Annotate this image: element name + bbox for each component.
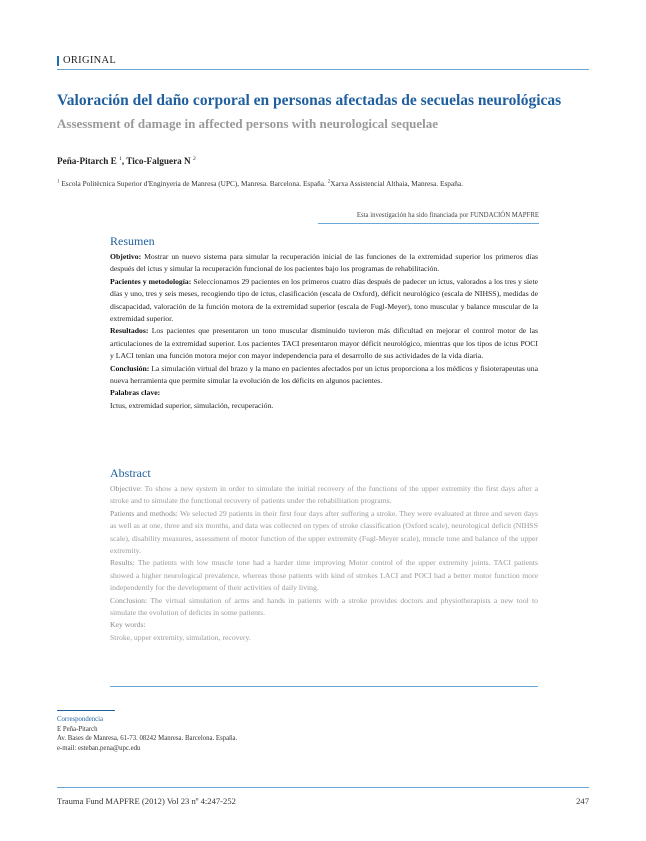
correspondence-title: Correspondencia [57, 716, 104, 723]
correspondence-block [57, 715, 237, 753]
affiliation-text: Xarxa Assistencial Althaia, Manresa. España. [330, 179, 463, 188]
footer-divider [57, 787, 589, 788]
paragraph-text: To show a new system in order to simulate the initial recovery of the functions of the upper extremity the first days after a stroke and to simulate the functional recovery of patients under the rehabilitation programs. [110, 484, 538, 506]
abstract-keywords-label [110, 619, 538, 631]
paragraph-label: Pacientes y metodología: [110, 276, 192, 286]
abstract-paragraph [110, 483, 538, 508]
resumen-paragraph [110, 325, 538, 362]
author-separator: , [121, 156, 127, 167]
author-affiliation-mark: 2 [192, 156, 196, 162]
author-affiliation-mark: 1 [119, 156, 122, 162]
paragraph-label: Palabras clave: [110, 388, 161, 398]
paragraph-text: We selected 29 patients in their first four days after suffering a stroke. They were evaluated at three and seven days as well as at one, three and six months, and data was collected on types of stroke classification (Oxford scale), neurological deficit (NIHSS scale), disability measures, assessment of motor function of the upper extremity (Fugl-Meyer scale), muscle tone and balance of the upper extremity. [110, 508, 538, 556]
section-tag-label: ORIGINAL [63, 55, 117, 66]
affiliation-mark: 2 [327, 179, 331, 185]
paragraph-text: The patients with low muscle tone had a harder time improving Motor control of the upper extremity joints. TACI patients showed a higher neurological prevalence, whereas those patients with kind of strokes LACI and POCI had a better motor function more independently for the development of their activities of daily living. [110, 558, 538, 593]
paragraph-label: Objective: [110, 484, 143, 493]
paragraph-label: Results: [110, 558, 135, 568]
paragraph-label: Conclusion: [110, 595, 148, 605]
journal-citation: Trauma Fund MAPFRE (2012) Vol 23 nº 4:247-252 [57, 796, 236, 806]
abstract-paragraph [110, 595, 538, 620]
funding-divider [318, 223, 539, 224]
abstract-section [110, 466, 538, 644]
top-divider [57, 69, 589, 70]
abstract-keywords [110, 632, 538, 644]
correspondence-divider [57, 710, 115, 711]
affiliations [57, 179, 597, 188]
paragraph-label: Conclusión: [110, 363, 150, 373]
author-name: Peña-Pitarch E [57, 156, 117, 167]
article-title-english: Assessment of damage in affected persons with neurological sequelae [57, 116, 439, 131]
section-tag-bar [57, 56, 59, 66]
article-title-spanish: Valoración del daño corporal en personas afectadas de secuelas neurológicas [57, 92, 562, 109]
correspondence-address: Av. Bases de Manresa, 61-73. 08242 Manresa. Barcelona. España. [57, 735, 238, 743]
author-list [57, 156, 196, 166]
paragraph-text: The virtual simulation of arms and hands in patients with a stroke provides doctors and physiotherapists a new tool to simulate the evolution of deficits in some patients. [110, 595, 538, 618]
author-name: Tico-Falguera N [126, 156, 191, 167]
paragraph-label: Resultados: [110, 326, 149, 336]
abstract-paragraph [110, 557, 538, 594]
resumen-keywords [110, 400, 538, 412]
resumen-paragraph [110, 276, 538, 326]
abstract-paragraph [110, 508, 538, 558]
affiliation-mark: 1 [57, 179, 60, 185]
resumen-keywords-label [110, 387, 538, 399]
funding-note: Esta investigación ha sido financiada por FUNDACIÓN MAPFRE [356, 212, 539, 219]
page-number: 247 [576, 796, 589, 806]
resumen-paragraph [110, 251, 538, 276]
paragraph-label: Patients and methods: [110, 508, 178, 518]
paragraph-label: Objetivo: [110, 252, 142, 261]
paragraph-text: La simulación virtual del brazo y la mano en pacientes afectados por un ictus proporciona a los médicos y fisioterapeutas una nueva herramienta que permite simular la evolución de los déficits en algunos pacientes. [110, 363, 538, 386]
paragraph-text: Ictus, extremidad superior, simulación, recuperación. [110, 400, 274, 410]
paragraph-text: Mostrar un nuevo sistema para simular la recuperación inicial de las funciones de la extremidad superior los primeros días después del ictus y simular la recuperación funcional de los pacientes bajo los programas de rehabilitación. [110, 252, 539, 274]
resumen-paragraph [110, 363, 538, 388]
section-tag [57, 55, 116, 66]
paragraph-text: Seleccionamos 29 pacientes en los primeros cuatro días después de padecer un ictus, valorados a los tres y siete días y uno, tres y seis meses, recogiendo tipo de ictus, clasificación (escala de Oxford), déficit neurológico (escala de NIHSS), medidas de discapacidad, valoración de la función motora de la extremidad superior (escala de Fugl-Meyer), tono muscular y balance muscular de la extremidad superior. [110, 276, 538, 324]
correspondence-name: E Peña-Pitarch [57, 725, 98, 733]
abstract-heading: Abstract [110, 466, 151, 480]
abstract-divider [110, 686, 538, 687]
paragraph-text: Stroke, upper extremity, simulation, recovery. [110, 632, 251, 642]
paragraph-label: Key words: [110, 620, 146, 630]
correspondence-email: e-mail: esteban.pena@upc.edu [57, 744, 141, 752]
paragraph-text: Los pacientes que presentaron un tono muscular disminuido tuvieron más dificultad en mejorar el control motor de las articulaciones de la extremidad superior. Los pacientes TACI presentaron mayor déficit neurológico, mientras que los tipos de ictus POCI y LACI tenían una función motora mejor con mayor independencia para el desarrollo de sus actividades de la vida diaria. [110, 326, 538, 361]
resumen-section [110, 234, 538, 412]
affiliation-text: Escola Politècnica Superior d'Enginyeria de Manresa (UPC), Manresa. Barcelona. España. [61, 179, 326, 188]
resumen-heading: Resumen [110, 234, 155, 248]
